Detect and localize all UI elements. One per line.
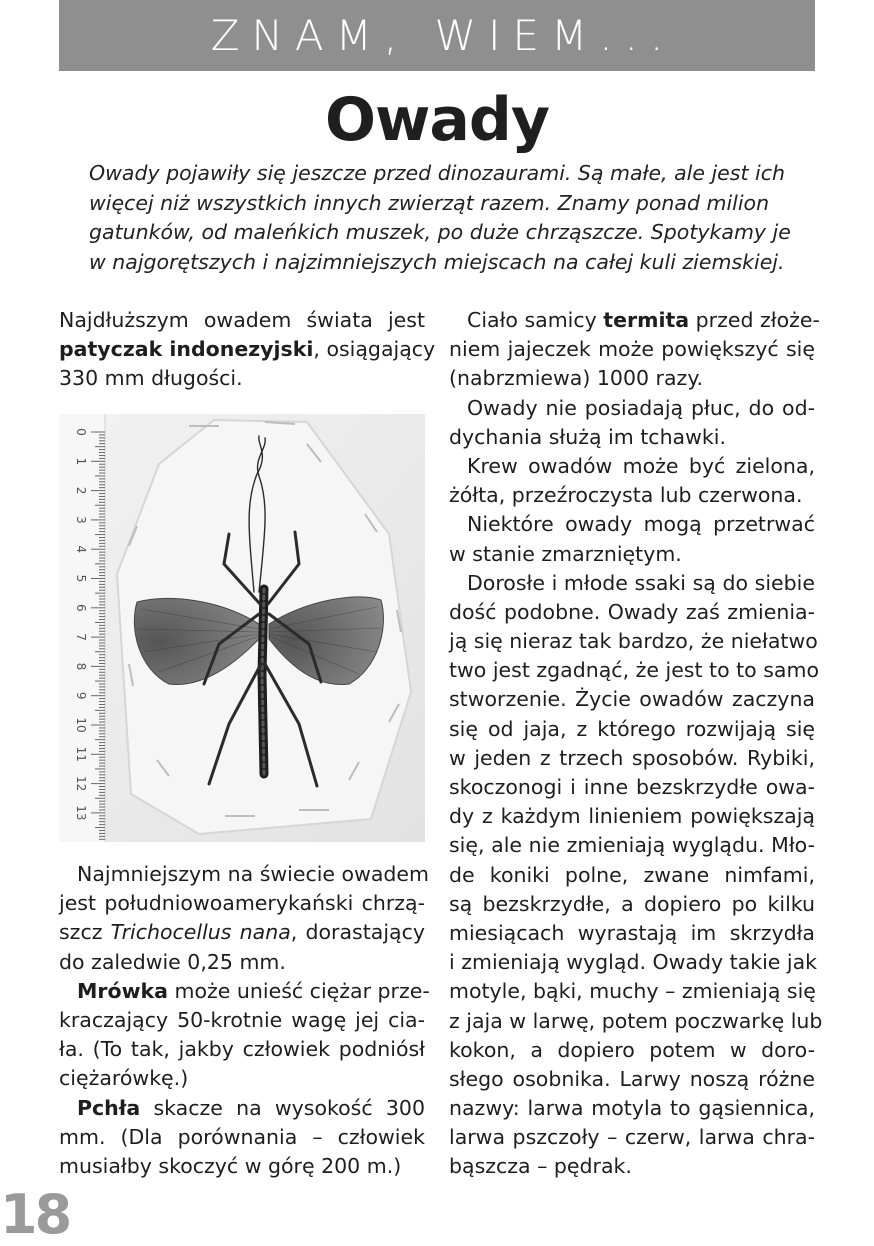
page-number: 18 <box>0 1183 70 1246</box>
text-line <box>59 335 436 364</box>
ruler-number: 9 <box>74 691 88 700</box>
metamorphosis-paragraph <box>449 569 823 1182</box>
text-line: słego osobnika. Larwy noszą różne <box>449 1066 815 1091</box>
text-fragment: przed złoże- <box>689 308 820 332</box>
ruler-number: 2 <box>74 486 88 495</box>
text-fragment: , osiągający <box>313 337 436 362</box>
ruler-number: 7 <box>74 633 88 641</box>
text-line: Niektóre owady mogą przetrwać <box>467 512 815 537</box>
text-line: żółta, przeźroczysta lub czerwona. <box>449 483 803 508</box>
text-line <box>59 977 430 1006</box>
keyword: Pchła <box>77 1095 141 1120</box>
text-fragment: szcz <box>59 920 111 945</box>
ruler-number: 12 <box>74 775 88 792</box>
text-line: ła. (To tak, jakby człowiek podniósł <box>59 1037 425 1062</box>
text-line <box>59 918 425 947</box>
text-line: 330 mm długości. <box>59 366 243 391</box>
section-header-band <box>59 0 815 71</box>
facts-small-insects <box>59 860 430 1181</box>
ruler-number: 4 <box>74 545 88 554</box>
species-name: Trichocellus nana <box>110 920 291 945</box>
text-line: nazwy: larwa motyla to gąsiennica, <box>449 1096 815 1121</box>
text-line: z jaja w larwę, potem poczwarkę lub <box>449 1008 823 1033</box>
text-line: de koniki polne, zwane nimfami, <box>449 862 815 887</box>
text-line <box>449 306 820 335</box>
ruler-number: 5 <box>74 574 88 583</box>
text-fragment: skacze na wysokość 300 <box>140 1095 425 1120</box>
text-line: two jest zgadnąć, że jest to to samo <box>449 658 819 683</box>
text-line: w stanie zmarzniętym. <box>449 541 682 566</box>
text-fragment: , dorastający <box>290 920 425 945</box>
text-line: (nabrzmiewa) 1000 razy. <box>449 366 704 391</box>
text-line: mm. (Dla porównania – człowiek <box>59 1124 425 1149</box>
page-title: Owady <box>325 85 549 155</box>
facts-right-column <box>449 306 823 1182</box>
text-line: Owady nie posiadają płuc, do od- <box>467 395 815 420</box>
text-line: larwa pszczoły – czerw, larwa chra- <box>449 1125 815 1150</box>
text-line: Najmniejszym na świecie owadem <box>77 862 430 886</box>
keyword: Mrówka <box>77 978 168 1003</box>
fact-longest-insect <box>59 306 436 394</box>
text-line: motyle, bąki, muchy – zmieniają się <box>449 979 816 1004</box>
text-line: się, ale nie zmieniają wyglądu. Mło- <box>449 833 815 858</box>
text-line: są bezskrzydłe, a dopiero po kilku <box>449 891 815 916</box>
text-line <box>59 1094 425 1123</box>
text-line: Najdłuższym owadem świata jest <box>59 308 425 332</box>
text-line: niem jajeczek może powiększyć się <box>449 337 815 362</box>
intro-paragraph <box>89 159 789 277</box>
intro-line: Owady pojawiły się jeszcze przed dinozaurami. Są małe, ale jest ich <box>89 161 785 185</box>
ruler-number: 8 <box>74 662 88 671</box>
ruler-number: 1 <box>74 457 88 466</box>
ruler <box>59 414 105 842</box>
intro-line: w najgorętszych i najzimniejszych miejscach na całej kuli ziemskiej. <box>89 249 785 274</box>
text-line: kraczający 50-krotnie wagę jej cia- <box>59 1007 425 1032</box>
text-line: w jeden z trzech sposobów. Rybiki, <box>449 745 815 770</box>
intro-line: gatunków, od maleńkich muszek, po duże chrząszcze. Spotykamy je <box>89 220 791 245</box>
text-line: dy z każdym linieniem powiększają <box>449 804 815 829</box>
text-line: Dorosłe i młode ssaki są do siebie <box>467 570 815 595</box>
text-line: ją się nieraz tak bardzo, że niełatwo <box>449 629 818 654</box>
text-line: do zaledwie 0,25 mm. <box>59 949 286 974</box>
text-fragment: Ciało samicy <box>467 308 604 332</box>
ruler-number: 6 <box>74 603 88 612</box>
stick-insect-photo <box>59 414 425 842</box>
text-fragment: może unieść ciężar prze- <box>168 978 430 1003</box>
text-line: i zmieniają wygląd. Owady takie jak <box>449 950 818 975</box>
text-line: dychania służą im tchawki. <box>449 424 726 449</box>
ruler-number: 13 <box>74 805 88 821</box>
species-name: patyczak indonezyjski <box>59 337 314 362</box>
intro-line: więcej niż wszystkich innych zwierząt razem. Znamy ponad milion <box>89 190 770 215</box>
ruler-number: 10 <box>74 717 88 733</box>
text-line: ciężarówkę.) <box>59 1066 189 1091</box>
text-line: Krew owadów może być zielona, <box>467 453 815 478</box>
text-line: bąszcza – pędrak. <box>449 1154 632 1179</box>
section-title: ZNAM, WIEM... <box>210 10 676 60</box>
text-line: musiałby skoczyć w górę 200 m.) <box>59 1153 402 1178</box>
text-line: się od jaja, z którego rozwijają się <box>449 716 815 741</box>
text-line: jest południowoamerykański chrzą- <box>59 891 425 916</box>
text-line: skoczonogi i inne bezskrzydłe owa- <box>449 775 815 799</box>
keyword: termita <box>603 308 690 332</box>
text-line: dość podobne. Owady zaś zmienia- <box>449 599 815 624</box>
text-line: miesiącach wyrastają im skrzydła <box>449 920 815 945</box>
text-line: kokon, a dopiero potem w doro- <box>449 1037 815 1062</box>
ruler-number: 3 <box>74 516 88 524</box>
text-line: stworzenie. Życie owadów zaczyna <box>449 687 815 712</box>
ruler-number: 11 <box>74 746 88 762</box>
ruler-number: 0 <box>74 428 88 436</box>
